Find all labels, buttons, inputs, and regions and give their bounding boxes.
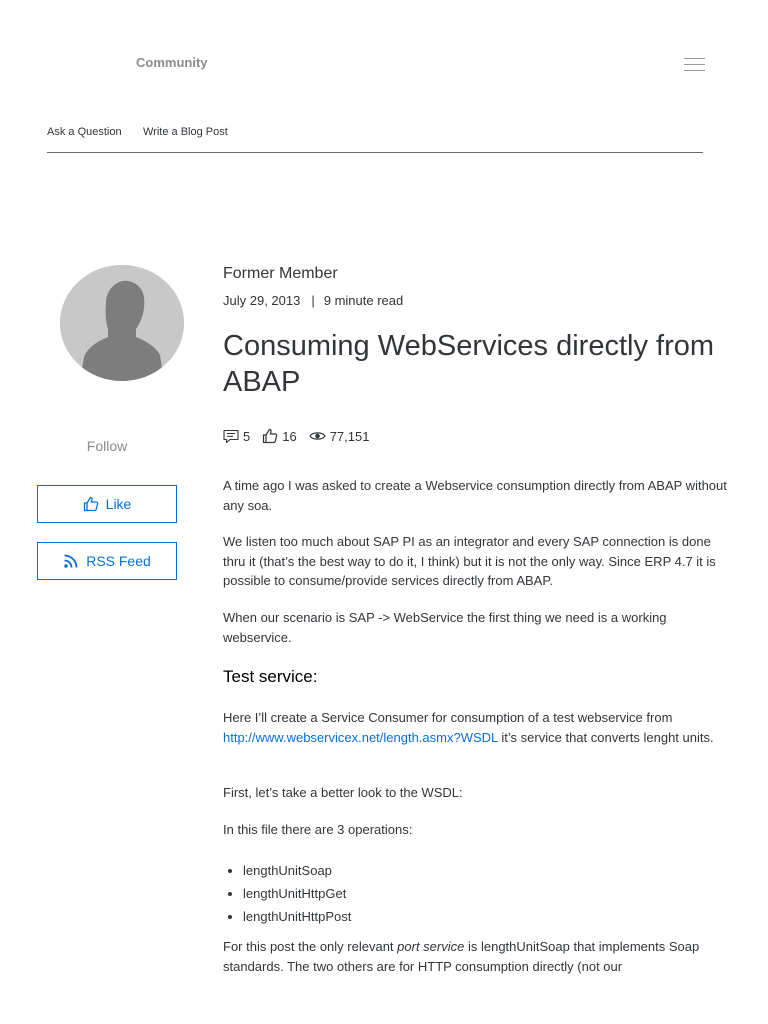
page-title: Consuming WebServices directly from ABAP	[223, 330, 715, 398]
paragraph-service-consumer	[223, 708, 733, 747]
default-user-avatar-icon	[60, 265, 184, 381]
paragraph-text: Here I’ll create a Service Consumer for consumption of a test webservice from	[223, 710, 673, 725]
paragraph-wsdl: First, let’s take a better look to the WSDL:	[223, 785, 463, 800]
thumbs-up-icon	[262, 428, 278, 444]
comments-stat[interactable]	[223, 429, 250, 444]
follow-button[interactable]: Follow	[86, 438, 128, 454]
likes-count: 16	[282, 428, 297, 444]
paragraph-intro: A time ago I was asked to create a Webservice consumption directly from ABAP without any soa.	[223, 478, 727, 513]
sub-navigation	[47, 126, 703, 153]
read-time: 9 minute read	[323, 293, 404, 308]
post-date: July 29, 2013	[223, 293, 301, 308]
comment-icon	[223, 429, 239, 444]
like-button[interactable]	[37, 485, 177, 523]
rss-icon	[63, 553, 79, 569]
list-item: • lengthUnitHttpPost	[243, 905, 351, 928]
paragraph-text: is lengthUnitSoap that implements Soap standards. The two others are for HTTP consumption directly (not our	[223, 939, 700, 974]
author-avatar[interactable]	[60, 265, 184, 381]
rss-feed-button-label: RSS Feed	[86, 553, 151, 569]
meta-separator: |	[311, 293, 315, 308]
operations-list	[223, 859, 351, 928]
rss-feed-button[interactable]	[37, 542, 177, 580]
paragraph-text: it’s service that converts lenght units.	[497, 729, 714, 745]
paragraph-sap-pi: We listen too much about SAP PI as an integrator and every SAP connection is done thru it (that’s the best way to do it, I think) but it is not the only way. Since ERP 4.7 it is possible to consume/provide services directly from ABAP.	[223, 534, 716, 588]
paragraph-operations: In this file there are 3 operations:	[223, 822, 413, 837]
write-blog-post-link[interactable]: Write a Blog Post	[143, 126, 228, 138]
emphasis-text: port service	[397, 939, 465, 954]
author-name[interactable]: Former Member	[223, 265, 338, 282]
comments-count: 5	[243, 428, 251, 444]
list-item: • lengthUnitSoap	[243, 859, 351, 882]
paragraph-port-service	[223, 937, 733, 976]
site-brand[interactable]: Community	[136, 55, 208, 70]
wsdl-link[interactable]: http://www.webservicex.net/length.asmx?WSDL	[223, 729, 498, 745]
views-stat	[309, 429, 370, 444]
eye-icon	[309, 430, 326, 442]
section-heading-test-service: Test service:	[223, 667, 318, 686]
views-count: 77,151	[329, 428, 370, 444]
paragraph-text: For this post the only relevant	[223, 939, 398, 954]
post-meta	[223, 293, 403, 308]
post-stats	[223, 428, 381, 444]
paragraph-scenario: When our scenario is SAP -> WebService the first thing we need is a working webservice.	[223, 610, 667, 645]
list-item: • lengthUnitHttpGet	[243, 882, 351, 905]
ask-question-link[interactable]: Ask a Question	[47, 126, 122, 138]
like-button-label: Like	[105, 496, 132, 512]
likes-stat[interactable]	[262, 428, 296, 444]
hamburger-menu-icon[interactable]	[684, 57, 706, 73]
thumbs-up-icon	[83, 496, 99, 512]
